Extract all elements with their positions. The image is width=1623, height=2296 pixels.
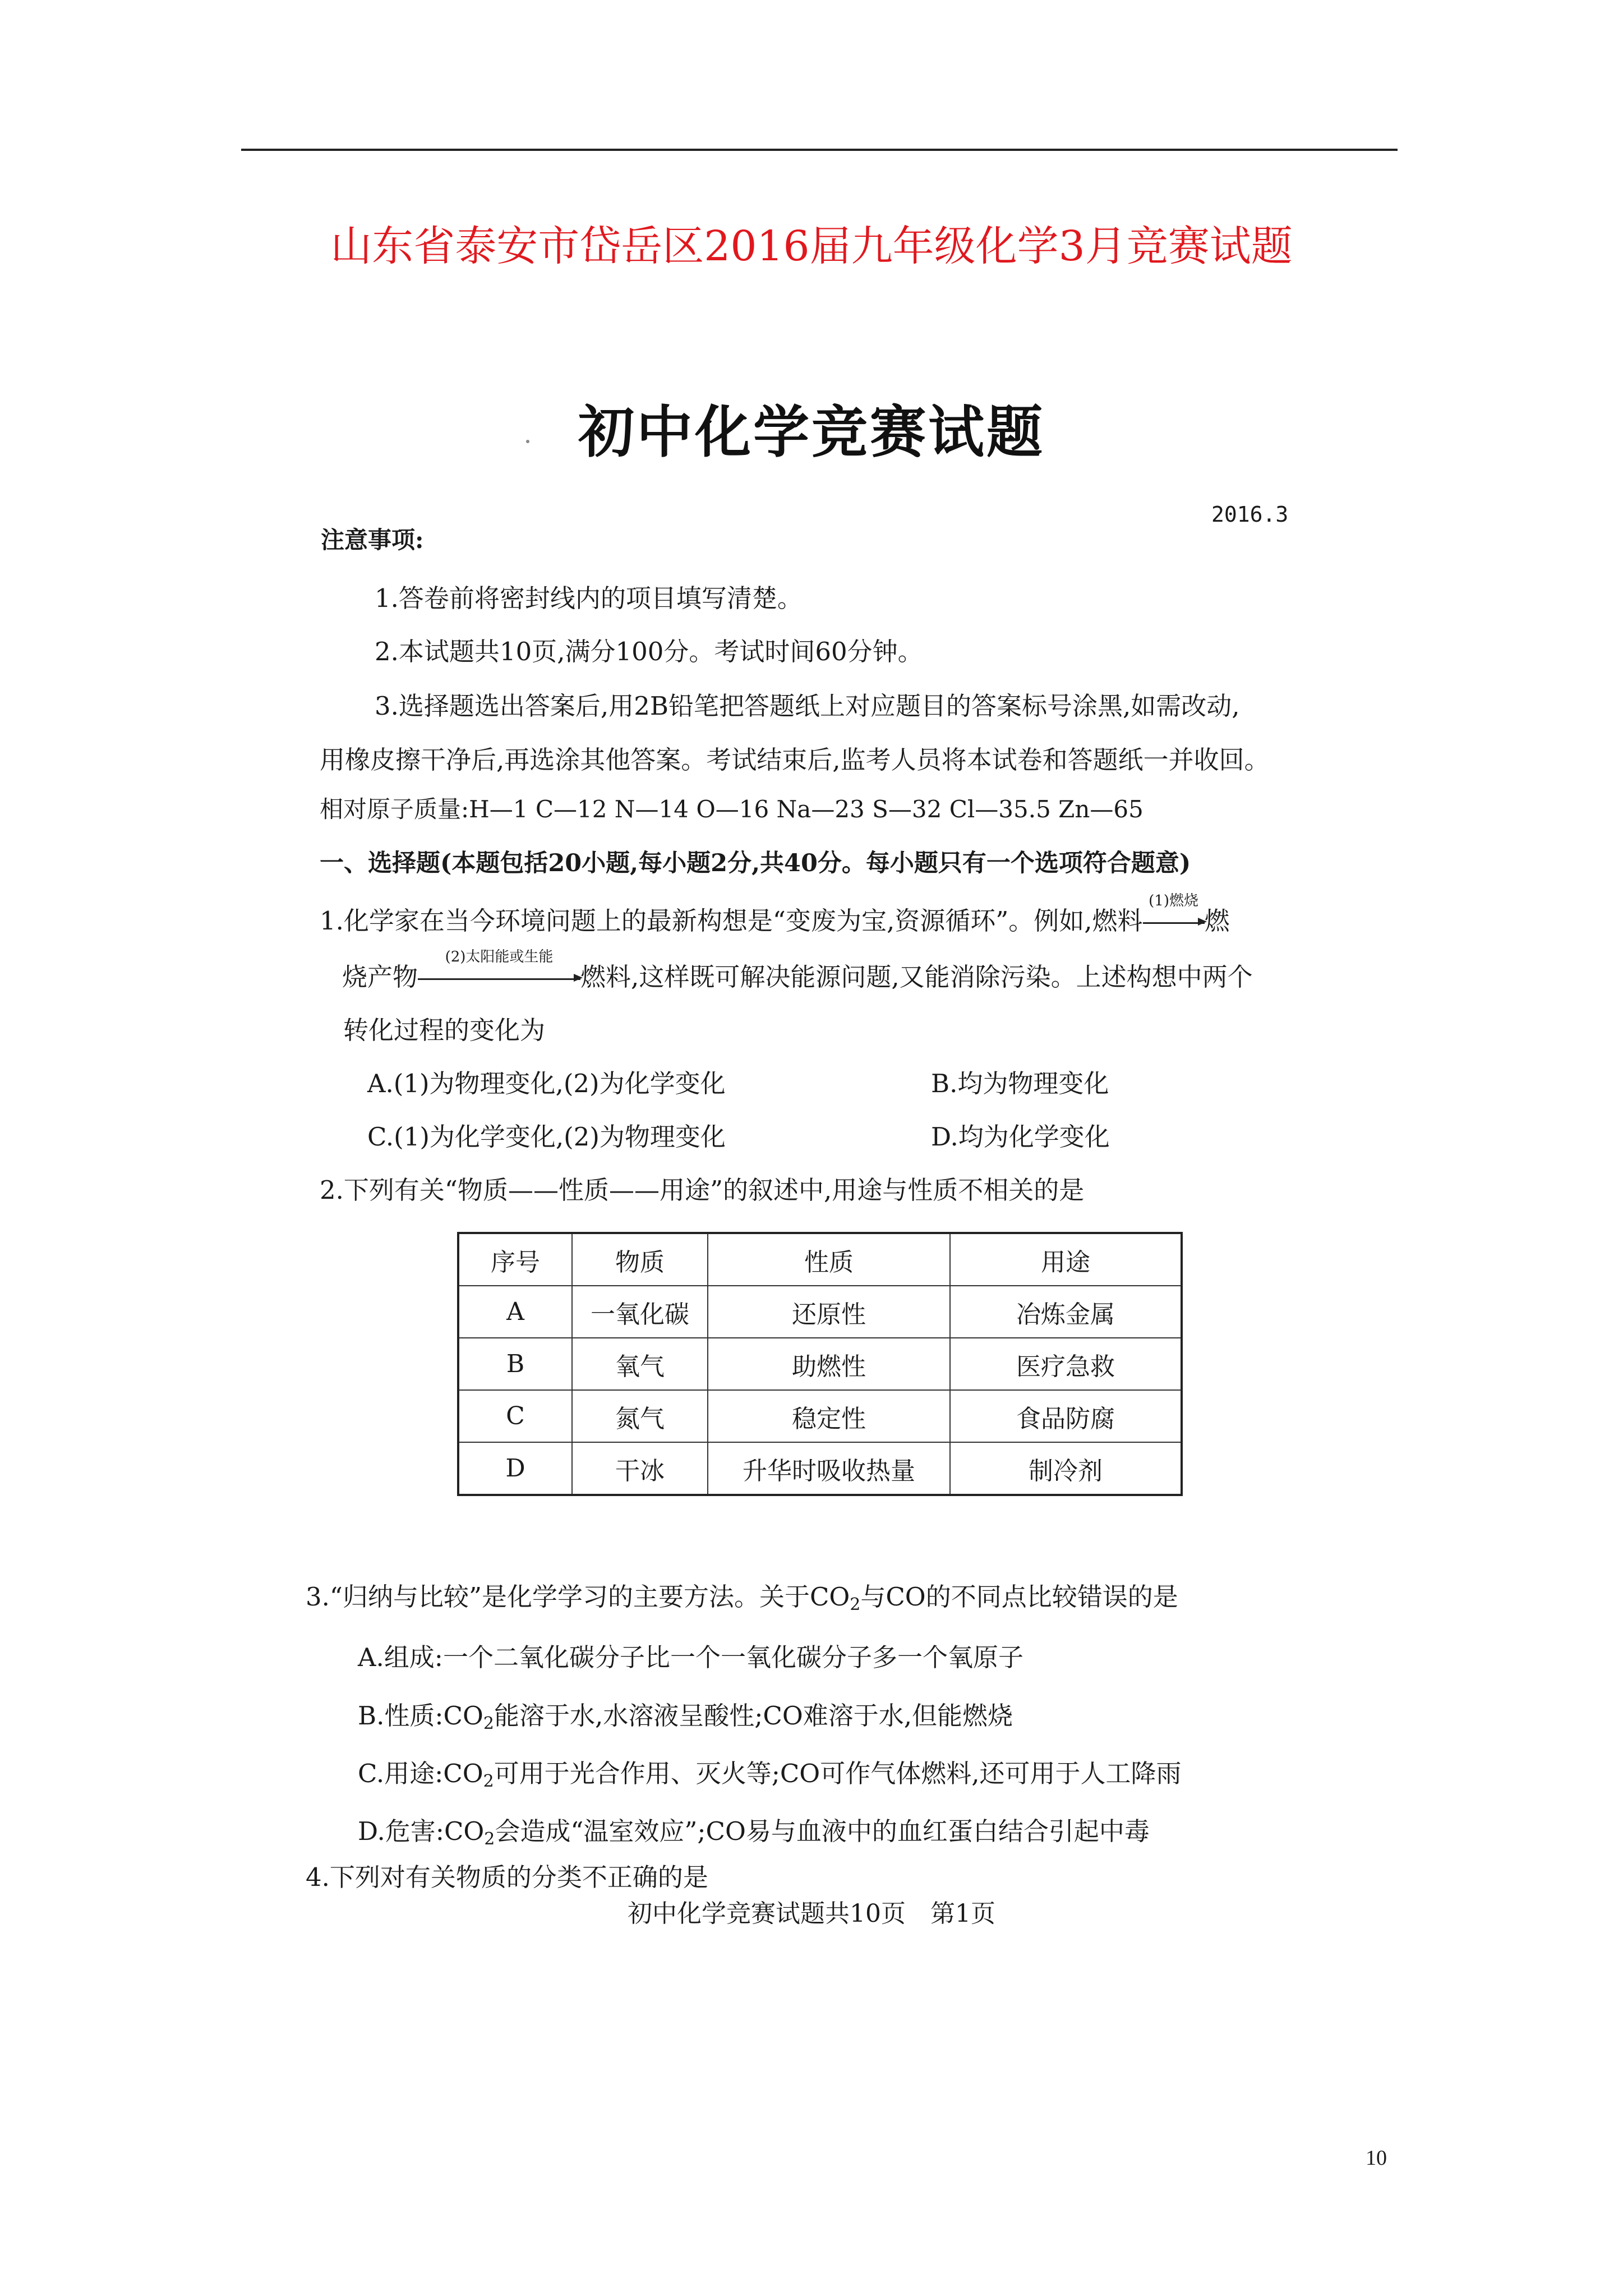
q1-arrow-1-label: (1)燃烧: [1149, 892, 1198, 909]
q1-option-d: D.均为化学变化: [931, 1122, 1110, 1152]
q4-stem: 4.下列对有关物质的分类不正确的是: [306, 1862, 708, 1892]
table-row: [458, 1390, 1182, 1442]
table-cell: 还原性: [708, 1286, 950, 1338]
table-header-cell: 性质: [708, 1233, 950, 1286]
page-number: 10: [1366, 2146, 1387, 2170]
table-cell: C: [458, 1390, 572, 1442]
subscript: 2: [484, 1829, 495, 1849]
atomic-mass-line: 相对原子质量:H—1 C—12 N—14 O—16 Na—23 S—32 Cl—35.5 Zn—65: [320, 795, 1144, 823]
table-header-cell: 物质: [572, 1233, 708, 1286]
q1-option-a: A.(1)为物理变化,(2)为化学变化: [367, 1069, 726, 1098]
table-cell: D: [458, 1442, 572, 1495]
table-header-row: [458, 1233, 1182, 1286]
arrow-right-icon: [1143, 922, 1205, 924]
notice-item-3-line-1: 3.选择题选出答案后,用2B铅笔把答题纸上对应题目的答案标号涂黑,如需改动,: [375, 691, 1240, 721]
exam-date: 2016.3: [1211, 502, 1289, 527]
table-cell: 医疗急救: [950, 1338, 1182, 1390]
q1-option-b: B.均为物理变化: [931, 1069, 1109, 1098]
q1-line-1-text: 1.化学家在当今环境问题上的最新构想是“变废为宝,资源循环”。例如,燃料: [320, 906, 1143, 936]
top-rule: [241, 149, 1398, 151]
page-footer: 初中化学竞赛试题共10页 第1页: [628, 1899, 995, 1928]
q1-line-2-rest: 燃料,这样既可解决能源问题,又能消除污染。上述构想中两个: [580, 962, 1253, 992]
notice-item-2: 2.本试题共10页,满分100分。考试时间60分钟。: [375, 637, 923, 666]
scan-speck: [526, 440, 529, 443]
q3-option-c-text: C.用途:CO: [358, 1759, 483, 1788]
table-cell: A: [458, 1286, 572, 1338]
table-cell: 食品防腐: [950, 1390, 1182, 1442]
notice-item-3-line-2: 用橡皮擦干净后,再选涂其他答案。考试结束后,监考人员将本试卷和答题纸一并收回。: [320, 745, 1270, 775]
q3-option-c-rest: 可用于光合作用、灭火等;CO可作气体燃料,还可用于人工降雨: [494, 1759, 1182, 1788]
q3-option-d-text: D.危害:CO: [358, 1816, 485, 1846]
subscript: 2: [483, 1714, 494, 1733]
q3-option-d-rest: 会造成“温室效应”;CO易与血液中的血红蛋白结合引起中毒: [495, 1816, 1150, 1846]
table-cell: 氧气: [572, 1338, 708, 1390]
notice-heading: 注意事项:: [321, 526, 424, 554]
table-header-cell: 用途: [950, 1233, 1182, 1286]
q3-option-b-text: B.性质:CO: [358, 1701, 483, 1731]
q3-stem-text: 3.“归纳与比较”是化学学习的主要方法。关于CO: [306, 1582, 850, 1612]
arrow-right-icon: [418, 978, 580, 980]
table-row: [458, 1338, 1182, 1390]
q3-option-a: A.组成:一个二氧化碳分子比一个一氧化碳分子多一个氧原子: [358, 1642, 1023, 1672]
subscript: 2: [850, 1595, 861, 1614]
q3-option-b: [358, 1695, 1013, 1733]
table-cell: 干冰: [572, 1442, 708, 1495]
table-header-cell: 序号: [458, 1233, 572, 1286]
table-row: [458, 1286, 1182, 1338]
table-row: [458, 1442, 1182, 1495]
q1-line-2: [342, 949, 1253, 993]
q1-line-1: [320, 892, 1230, 937]
exam-title: 初中化学竞赛试题: [578, 399, 1045, 465]
table-cell: 一氧化碳: [572, 1286, 708, 1338]
table-cell: 助燃性: [708, 1338, 950, 1390]
notice-item-1: 1.答卷前将密封线内的项目填写清楚。: [375, 583, 803, 613]
table-cell: 升华时吸收热量: [708, 1442, 950, 1495]
q1-line-2-text: 烧产物: [342, 962, 418, 992]
q3-option-b-rest: 能溶于水,水溶液呈酸性;CO难溶于水,但能燃烧: [494, 1701, 1013, 1731]
table-cell: 氮气: [572, 1390, 708, 1442]
q3-option-d: [358, 1811, 1150, 1849]
table-cell: B: [458, 1338, 572, 1390]
section-1-heading: 一、选择题(本题包括20小题,每小题2分,共40分。每小题只有一个选项符合题意): [320, 849, 1191, 877]
q1-line-3: 转化过程的变化为: [343, 1015, 546, 1045]
q1-line-1-end: 燃: [1204, 906, 1230, 936]
q3-stem-rest: 与CO的不同点比较错误的是: [860, 1582, 1178, 1612]
q2-stem: 2.下列有关“物质——性质——用途”的叙述中,用途与性质不相关的是: [320, 1175, 1085, 1205]
q1-arrow-2: [418, 949, 580, 992]
subscript: 2: [483, 1772, 494, 1791]
document-red-title: 山东省泰安市岱岳区2016届九年级化学3月竞赛试题: [330, 222, 1293, 270]
q3-stem: [306, 1576, 1178, 1614]
table-cell: 冶炼金属: [950, 1286, 1182, 1338]
q1-arrow-1: [1143, 892, 1205, 936]
table-cell: 制冷剂: [950, 1442, 1182, 1495]
table-cell: 稳定性: [708, 1390, 950, 1442]
q3-option-c: [358, 1753, 1182, 1791]
q1-option-c: C.(1)为化学变化,(2)为物理变化: [367, 1122, 726, 1152]
q2-table: [457, 1232, 1183, 1496]
q1-arrow-2-label: (2)太阳能或生能: [445, 949, 554, 965]
